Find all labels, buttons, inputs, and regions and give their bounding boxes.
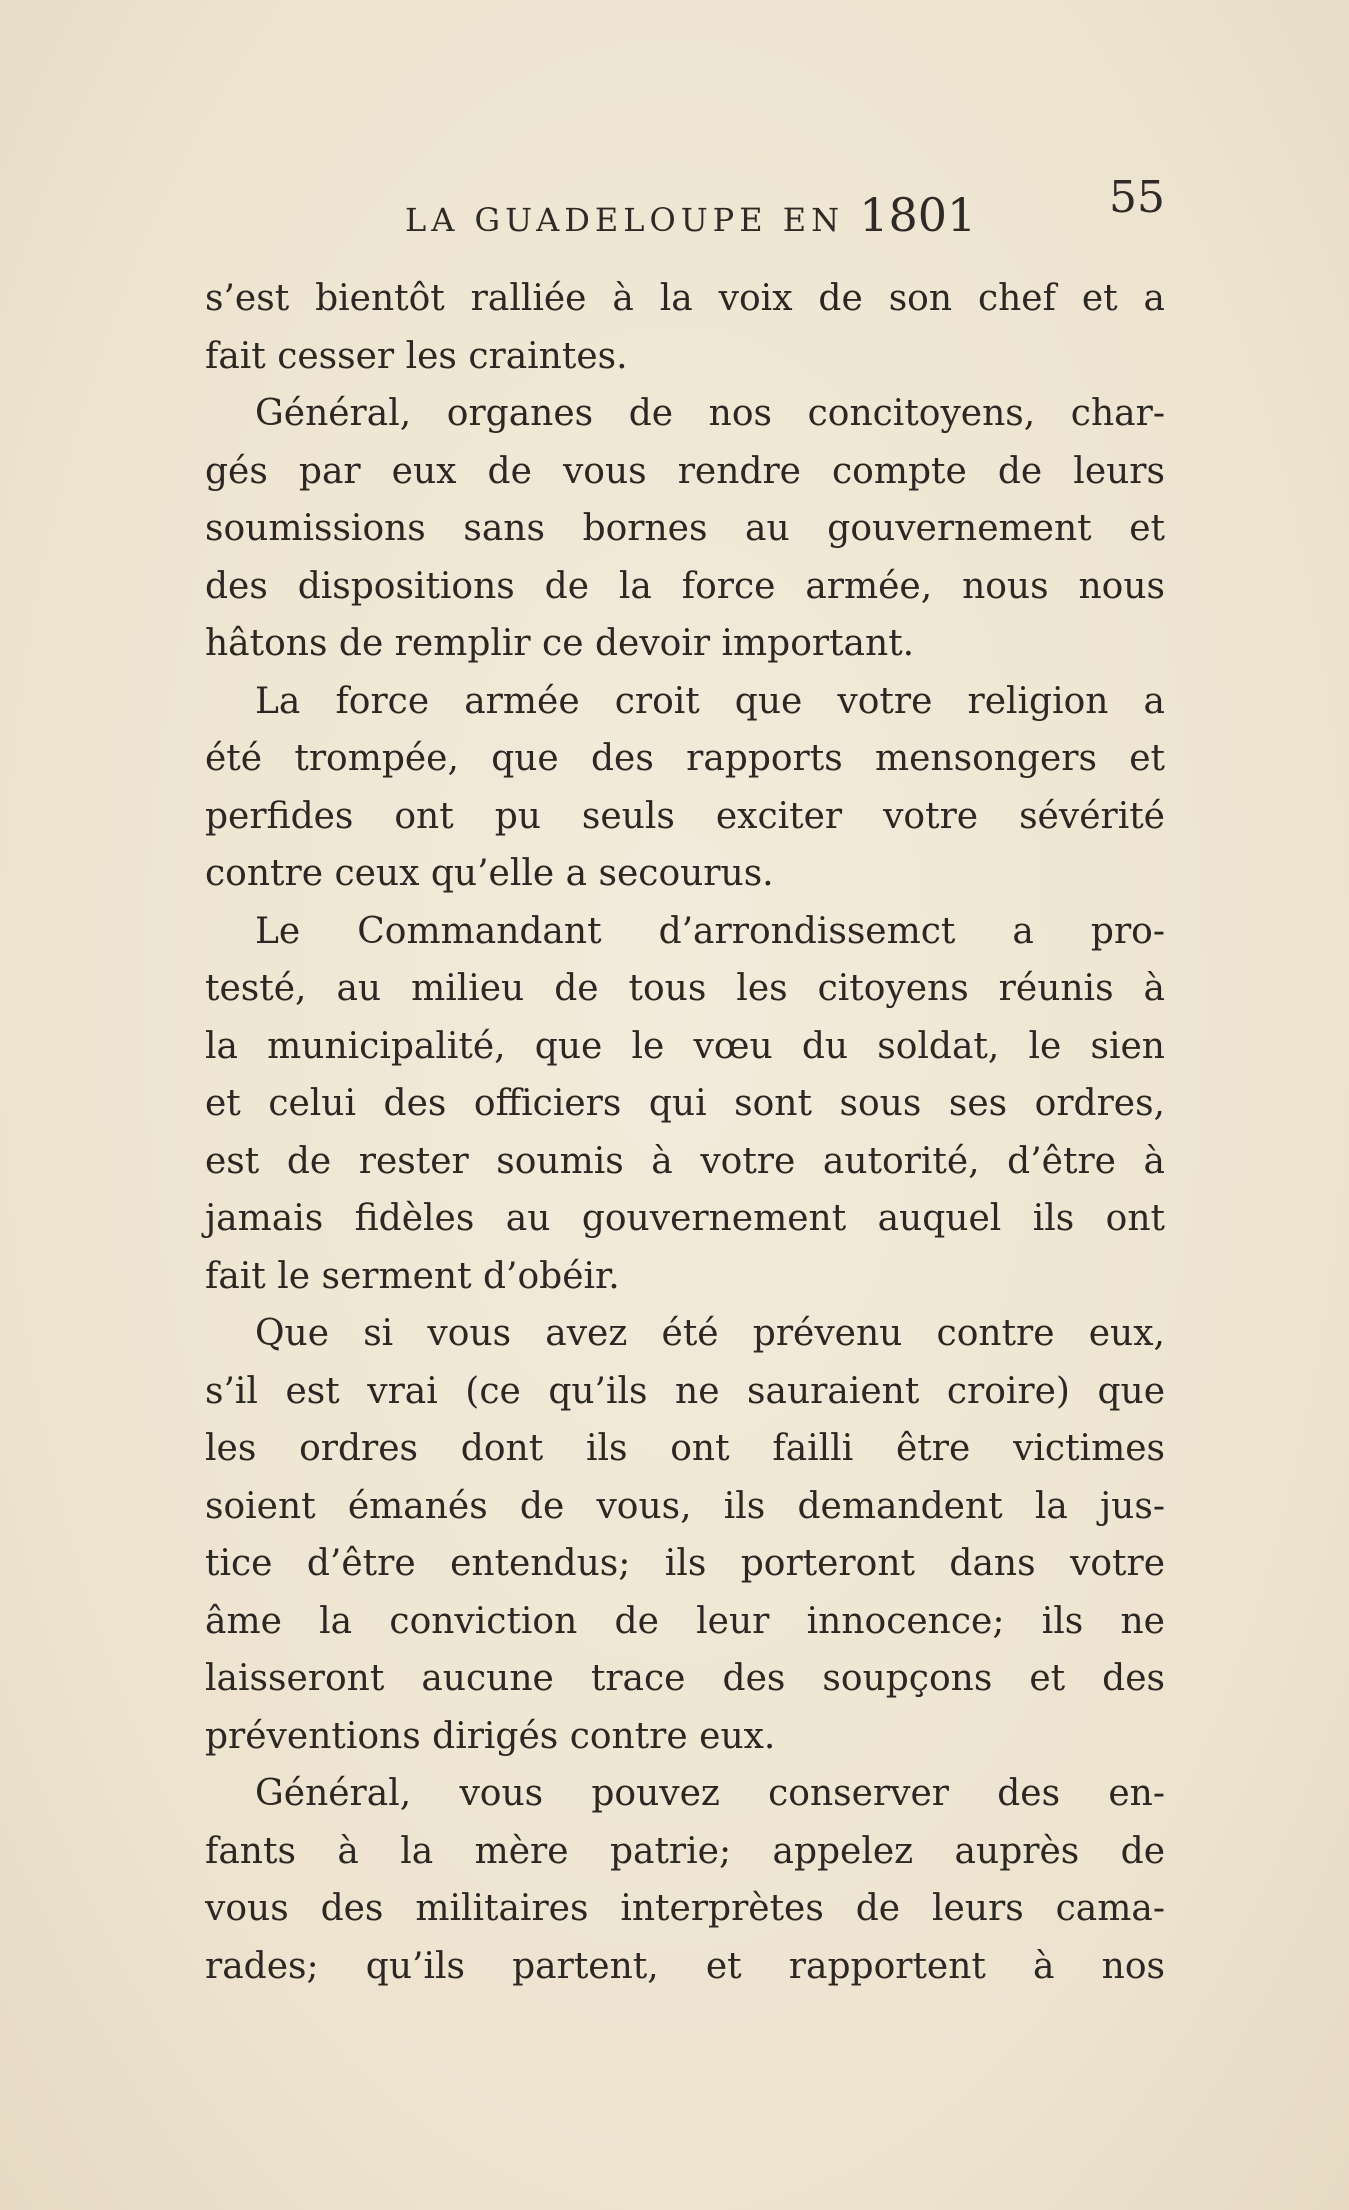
text-line: s’est bientôt ralliée à la voix de son chef et a	[205, 278, 1165, 319]
text-line: âme la conviction de leur innocence; ils ne	[205, 1600, 1165, 1642]
text-line: Le Commandant d’arrondissemct a pro-	[255, 910, 1165, 952]
text-line: gés par eux de vous rendre compte de leurs	[205, 450, 1165, 492]
text-line: les ordres dont ils ont failli être victimes	[205, 1428, 1165, 1469]
text-line: soumissions sans bornes au gouvernement et	[205, 508, 1165, 549]
text-line: fait le serment d’obéir.	[205, 1255, 620, 1297]
text-line: s’il est vrai (ce qu’ils ne sauraient croire) que	[205, 1370, 1165, 1412]
text-line: fait cesser les craintes.	[205, 335, 628, 377]
text-line: jamais fidèles au gouvernement auquel ils ont	[205, 1198, 1165, 1239]
text-line: et celui des officiers qui sont sous ses ordres,	[205, 1083, 1165, 1124]
running-head	[205, 170, 1165, 240]
running-title-text: LA GUADELOUPE EN	[405, 201, 845, 239]
text-line: laisseront aucune trace des soupçons et des	[205, 1658, 1165, 1699]
text-line: est de rester soumis à votre autorité, d’être à	[205, 1140, 1165, 1182]
text-line: la municipalité, que le vœu du soldat, le sien	[205, 1025, 1165, 1067]
text-line: Général, organes de nos concitoyens, char-	[255, 393, 1165, 434]
body-text	[205, 270, 1165, 1995]
text-line: hâtons de remplir ce devoir important.	[205, 623, 915, 664]
text-line: vous des militaires interprètes de leurs cama-	[205, 1888, 1165, 1929]
text-line: des dispositions de la force armée, nous nous	[205, 565, 1165, 607]
text-line: perfides ont pu seuls exciter votre sévérité	[205, 795, 1165, 837]
page-number: 55	[1109, 172, 1165, 223]
text-line: tice d’être entendus; ils porteront dans votre	[205, 1543, 1165, 1584]
text-line: rades; qu’ils partent, et rapportent à nos	[205, 1945, 1165, 1987]
text-line: soient émanés de vous, ils demandent la jus-	[205, 1485, 1165, 1527]
text-line: fants à la mère patrie; appelez auprès de	[205, 1830, 1165, 1872]
text-line: Que si vous avez été prévenu contre eux,	[255, 1313, 1165, 1354]
text-line: La force armée croit que votre religion a	[255, 680, 1165, 722]
text-line: testé, au milieu de tous les citoyens réunis à	[205, 968, 1165, 1009]
text-line: Général, vous pouvez conserver des en-	[255, 1773, 1165, 1814]
text-line: contre ceux qu’elle a secourus.	[205, 853, 774, 894]
running-title	[405, 188, 976, 242]
text-line: été trompée, que des rapports mensongers et	[205, 738, 1165, 779]
running-title-year: 1801	[859, 188, 977, 242]
text-line: préventions dirigés contre eux.	[205, 1715, 776, 1757]
